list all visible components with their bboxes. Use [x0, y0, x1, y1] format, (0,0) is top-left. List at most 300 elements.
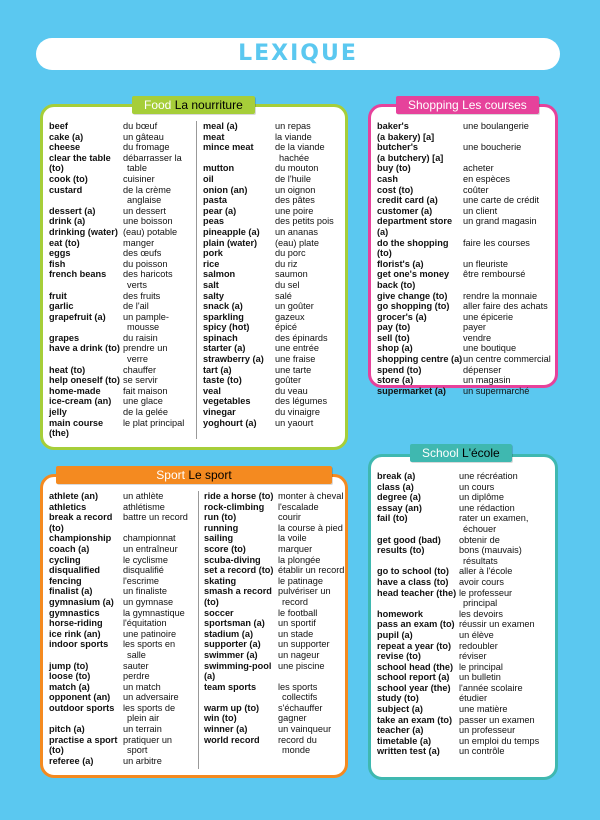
french-translation: des petits pois: [275, 216, 334, 227]
french-translation: un magasin: [463, 375, 511, 386]
french-translation: aller à l'école: [459, 566, 513, 577]
vocab-entry: [49, 650, 197, 661]
english-term: florist's (a): [377, 258, 424, 269]
vocab-entry: [49, 174, 195, 185]
vocab-entry: [377, 216, 553, 237]
vocab-entry: [203, 142, 343, 153]
vocab-entry: [49, 671, 197, 682]
vocab-entry: [49, 533, 197, 544]
vocab-entry: [204, 724, 346, 735]
vocab-entry: [204, 523, 346, 534]
english-term: school year (the): [377, 682, 451, 693]
vocab-entry: [377, 333, 553, 344]
english-term: break a record (to): [49, 512, 113, 533]
french-translation: monde: [282, 745, 311, 756]
food-tag-en: Food: [144, 98, 172, 112]
english-term: scuba-diving: [204, 554, 261, 565]
french-translation: échouer: [463, 523, 497, 534]
english-term: drinking (water): [49, 226, 118, 237]
school-section: [368, 454, 558, 780]
french-translation: acheter: [463, 163, 494, 174]
french-translation: épicé: [275, 322, 297, 333]
french-translation: une entrée: [275, 343, 319, 354]
french-translation: débarrasser la: [123, 152, 182, 163]
vocab-entry: [377, 715, 553, 726]
english-term: [377, 598, 459, 609]
french-translation: [463, 280, 553, 291]
french-translation: de la crème: [123, 184, 172, 195]
french-translation: une matière: [459, 704, 508, 715]
vocab-entry: [203, 132, 343, 143]
english-term: head teacher (the): [377, 587, 457, 598]
english-term: degree (a): [377, 492, 421, 503]
english-term: [377, 524, 459, 535]
french-translation: une boulangerie: [463, 121, 529, 131]
vocab-entry: [377, 545, 553, 556]
english-term: sailing: [204, 533, 234, 544]
vocab-entry: [49, 576, 197, 587]
english-term: [49, 713, 123, 724]
french-translation: des légumes: [275, 396, 328, 407]
vocab-entry: [203, 163, 343, 174]
vocab-entry: [49, 386, 195, 397]
french-translation: la plongée: [278, 554, 321, 565]
school-tag: [410, 444, 512, 462]
english-term: eat (to): [49, 237, 80, 248]
vocab-entry: [204, 639, 346, 650]
english-term: rice: [203, 258, 220, 269]
english-term: help oneself (to): [49, 375, 120, 386]
vocab-entry: [203, 174, 343, 185]
french-translation: un sportif: [278, 618, 316, 629]
french-translation: faire les courses: [463, 237, 530, 248]
vocab-entry: [204, 576, 346, 587]
french-translation: un athlète: [123, 491, 164, 501]
french-translation: (eau) plate: [275, 237, 319, 248]
english-term: sparkling: [203, 311, 244, 322]
vocab-entry: [204, 555, 346, 566]
vocab-entry: [377, 524, 553, 535]
french-translation: table: [127, 163, 147, 174]
english-term: school report (a): [377, 672, 450, 683]
french-translation: un élève: [459, 629, 494, 640]
french-translation: aller faire des achats: [463, 301, 548, 312]
english-term: revise (to): [377, 651, 421, 662]
french-translation: un finaliste: [123, 586, 167, 597]
english-term: score (to): [204, 543, 246, 554]
french-translation: les sports de: [123, 702, 176, 713]
vocab-entry: [49, 597, 197, 608]
vocab-entry: [377, 566, 553, 577]
french-translation: du poisson: [123, 258, 168, 269]
english-term: championship: [49, 533, 112, 544]
vocab-entry: [377, 630, 553, 641]
english-term: subject (a): [377, 704, 423, 715]
vocab-entry: [203, 354, 343, 365]
french-translation: pratiquer un: [123, 734, 173, 745]
french-translation: un diplôme: [459, 492, 504, 503]
french-translation: un pample-: [123, 311, 169, 322]
vocab-entry: [203, 333, 343, 344]
vocab-entry: [377, 492, 553, 503]
french-translation: des fruits: [123, 290, 161, 301]
english-term: [377, 556, 459, 567]
french-translation: le cyclisme: [123, 554, 168, 565]
vocab-entry: [377, 736, 553, 747]
french-translation: un goûter: [275, 301, 314, 312]
french-translation: une patinoire: [123, 628, 177, 639]
english-term: back (to): [377, 279, 416, 290]
vocab-entry: [204, 671, 346, 682]
english-term: home-made: [49, 385, 101, 396]
vocab-entry: [49, 322, 195, 333]
french-translation: un centre commercial: [463, 354, 551, 365]
vocab-entry: [204, 692, 346, 703]
english-term: homework: [377, 608, 423, 619]
vocab-entry: [377, 174, 553, 185]
sport-tag: [56, 466, 332, 484]
vocab-entry: [377, 651, 553, 662]
english-term: salty: [203, 290, 224, 301]
vocab-entry: [203, 301, 343, 312]
vocab-entry: [203, 322, 343, 333]
sport-tag-en: Sport: [156, 468, 185, 482]
english-term: sell (to): [377, 332, 410, 343]
vocab-entry: [49, 248, 195, 259]
vocab-entry: [377, 206, 553, 217]
english-term: fencing: [49, 575, 82, 586]
english-term: written test (a): [377, 746, 440, 757]
english-term: garlic: [49, 301, 74, 312]
vocab-entry: [49, 142, 195, 153]
english-term: pineapple (a): [203, 226, 260, 237]
french-translation: championnat: [123, 533, 176, 544]
french-translation: gazeux: [275, 311, 305, 322]
vocab-entry: [377, 375, 553, 386]
vocab-entry: [49, 745, 197, 756]
french-translation: un bulletin: [459, 672, 501, 683]
english-term: fish: [49, 258, 66, 269]
vocab-entry: [203, 206, 343, 217]
french-translation: des haricots: [123, 269, 173, 280]
vocab-entry: [377, 121, 553, 132]
vocab-entry: [204, 544, 346, 555]
food-divider: [196, 121, 197, 439]
english-term: referee (a): [49, 755, 94, 766]
english-term: clear the table: [49, 152, 111, 163]
english-term: veal: [203, 385, 221, 396]
english-term: match (a): [49, 681, 90, 692]
french-translation: un gâteau: [123, 131, 164, 142]
english-term: athlete (an): [49, 491, 99, 501]
english-term: study (to): [377, 693, 419, 704]
english-term: (to): [49, 745, 64, 756]
english-term: grapefruit (a): [49, 311, 106, 322]
english-term: plain (water): [203, 237, 258, 248]
vocab-entry: [49, 343, 195, 354]
french-translation: un fleuriste: [463, 258, 508, 269]
food-column-1: [49, 121, 195, 439]
vocab-entry: [204, 608, 346, 619]
french-translation: disqualifié: [123, 565, 164, 576]
french-translation: une glace: [123, 396, 163, 407]
vocab-entry: [203, 121, 343, 132]
french-translation: un adversaire: [123, 692, 179, 703]
vocab-entry: [49, 565, 197, 576]
vocab-entry: [49, 301, 195, 312]
french-translation: une piscine: [278, 660, 325, 671]
english-term: onion (an): [203, 184, 248, 195]
english-term: world record: [204, 734, 260, 745]
english-term: give change (to): [377, 290, 448, 301]
vocab-entry: [377, 641, 553, 652]
vocab-entry: [377, 609, 553, 620]
vocab-entry: [377, 535, 553, 546]
french-translation: du sel: [275, 279, 300, 290]
english-term: do the shopping (to): [377, 237, 449, 259]
school-column: [377, 471, 553, 757]
french-translation: être remboursé: [463, 269, 526, 280]
french-translation: passer un examen: [459, 714, 535, 725]
vocab-entry: [49, 713, 197, 724]
vocab-entry: [204, 618, 346, 629]
french-translation: une boucherie: [463, 142, 522, 153]
vocab-entry: [377, 354, 553, 365]
english-term: have a drink (to): [49, 343, 120, 354]
french-translation: du riz: [275, 258, 298, 269]
english-term: oil: [203, 173, 214, 184]
english-term: gymnasium (a): [49, 596, 114, 607]
vocab-entry: [203, 407, 343, 418]
french-translation: de la viande: [275, 142, 325, 153]
french-translation: un terrain: [123, 724, 162, 735]
english-term: beef: [49, 121, 68, 131]
english-term: [204, 692, 278, 703]
english-term: meat: [203, 131, 225, 142]
french-translation: un contrôle: [459, 746, 505, 757]
english-term: team sports: [204, 681, 257, 692]
vocab-entry: [49, 724, 197, 735]
french-translation: des œufs: [123, 248, 162, 259]
french-translation: de la gelée: [123, 407, 168, 418]
french-translation: vendre: [463, 332, 492, 343]
french-translation: du porc: [275, 248, 306, 259]
french-translation: verts: [127, 279, 147, 290]
french-translation: des pâtes: [275, 195, 315, 206]
french-translation: rater un examen,: [459, 513, 529, 524]
vocab-entry: [49, 291, 195, 302]
french-translation: le professeur: [459, 587, 513, 598]
french-translation: un supporter: [278, 639, 330, 650]
english-term: buy (to): [377, 163, 411, 174]
shopping-column: [377, 121, 553, 396]
french-translation: le plat principal: [123, 417, 185, 428]
french-translation: salé: [275, 290, 292, 301]
french-translation: un professeur: [459, 725, 516, 736]
english-term: go to school (to): [377, 566, 449, 577]
english-term: [49, 280, 123, 291]
french-translation: perdre: [123, 671, 150, 682]
english-term: swimmer (a): [204, 649, 258, 660]
vocab-entry: [49, 153, 195, 164]
sport-column-1: [49, 491, 197, 766]
vocab-entry: [49, 618, 197, 629]
french-translation: du vinaigre: [275, 407, 320, 418]
vocab-entry: [203, 195, 343, 206]
english-term: break (a): [377, 471, 416, 481]
french-translation: courir: [278, 512, 301, 523]
vocab-entry: [49, 756, 197, 767]
vocab-entry: [377, 386, 553, 397]
vocab-entry: [49, 396, 195, 407]
french-translation: battre un record: [123, 512, 188, 523]
shopping-tag-fr: Les courses: [462, 98, 527, 112]
vocab-entry: [377, 577, 553, 588]
english-term: dessert (a): [49, 205, 96, 216]
english-term: pay (to): [377, 322, 411, 333]
french-translation: la course à pied: [278, 522, 343, 533]
vocab-entry: [377, 195, 553, 206]
english-term: starter (a): [203, 343, 246, 354]
french-translation: un oignon: [275, 184, 316, 195]
vocab-entry: [203, 238, 343, 249]
vocab-entry: [203, 216, 343, 227]
french-translation: résultats: [463, 555, 498, 566]
french-translation: un vainqueur: [278, 724, 332, 735]
vocab-entry: [49, 555, 197, 566]
vocab-entry: [49, 121, 195, 132]
french-translation: obtenir de: [459, 534, 500, 545]
french-translation: l'escrime: [123, 575, 159, 586]
vocab-entry: [203, 280, 343, 291]
french-translation: principal: [463, 598, 498, 609]
english-term: cheese: [49, 142, 81, 153]
english-term: supermarket (a): [377, 385, 446, 396]
french-translation: une tarte: [275, 364, 312, 375]
french-translation: du raisin: [123, 332, 158, 343]
english-term: stadium (a): [204, 628, 254, 639]
english-term: pupil (a): [377, 629, 413, 640]
french-translation: une boisson: [123, 216, 173, 227]
french-translation: une fraise: [275, 354, 316, 365]
english-term: indoor sports: [49, 639, 109, 650]
vocab-entry: [377, 513, 553, 524]
english-term: winner (a): [204, 724, 248, 735]
english-term: cost (to): [377, 184, 414, 195]
french-translation: bons (mauvais): [459, 545, 522, 556]
french-translation: établir un record: [278, 565, 345, 576]
english-term: mutton: [203, 163, 235, 174]
french-translation: sauter: [123, 660, 149, 671]
vocab-entry: [49, 354, 195, 365]
french-translation: (eau) potable: [123, 226, 178, 237]
vocab-entry: [377, 322, 553, 333]
english-term: salt: [203, 279, 219, 290]
vocab-entry: [49, 502, 197, 513]
french-translation: se servir: [123, 375, 158, 386]
english-term: skating: [204, 575, 237, 586]
food-column-2: [203, 121, 343, 428]
vocab-entry: [49, 238, 195, 249]
french-translation: [463, 153, 553, 164]
english-term: class (a): [377, 481, 414, 492]
english-term: meal (a): [203, 121, 238, 131]
school-tag-fr: L'école: [462, 446, 500, 460]
french-translation: la gymnastique: [123, 607, 185, 618]
french-translation: gagner: [278, 713, 307, 724]
vocab-entry: [49, 227, 195, 238]
sport-divider: [198, 491, 199, 769]
english-term: (a): [204, 671, 216, 682]
vocab-entry: [377, 163, 553, 174]
french-translation: de l'huile: [275, 173, 311, 184]
french-translation: du fromage: [123, 142, 170, 153]
french-translation: une rédaction: [459, 502, 515, 513]
english-term: spend (to): [377, 364, 422, 375]
vocab-entry: [377, 280, 553, 291]
english-term: repeat a year (to): [377, 640, 452, 651]
french-translation: fait maison: [123, 385, 168, 396]
vocab-entry: [377, 153, 553, 164]
vocab-entry: [203, 312, 343, 323]
french-translation: la viande: [275, 131, 312, 142]
french-translation: un client: [463, 205, 498, 216]
french-translation: un cours: [459, 481, 495, 492]
french-translation: s'échauffer: [278, 702, 323, 713]
french-translation: un yaourt: [275, 417, 314, 428]
french-translation: marquer: [278, 543, 313, 554]
english-term: swimming-pool: [204, 660, 272, 671]
english-term: set a record (to): [204, 565, 274, 576]
french-translation: du veau: [275, 385, 308, 396]
english-term: jelly: [49, 407, 67, 418]
english-term: (to): [204, 596, 219, 607]
english-term: (to): [49, 163, 64, 174]
vocab-entry: [204, 597, 346, 608]
vocab-entry: [49, 206, 195, 217]
vocab-entry: [377, 471, 553, 482]
food-tag-fr: La nourriture: [174, 98, 243, 112]
english-term: cycling: [49, 554, 81, 565]
vocab-entry: [204, 650, 346, 661]
french-translation: un repas: [275, 121, 311, 131]
vocab-entry: [204, 745, 346, 756]
english-term: athletics: [49, 501, 87, 512]
french-translation: du bœuf: [123, 121, 158, 131]
vocab-entry: [203, 396, 343, 407]
vocab-entry: [204, 661, 346, 672]
english-term: win (to): [204, 713, 237, 724]
french-translation: du mouton: [275, 163, 319, 174]
vocab-entry: [204, 703, 346, 714]
english-term: customer (a): [377, 205, 433, 216]
vocab-entry: [49, 418, 195, 439]
english-term: warm up (to): [204, 702, 260, 713]
french-translation: réussir un examen: [459, 619, 535, 630]
vocab-entry: [204, 713, 346, 724]
vocab-entry: [377, 259, 553, 270]
french-translation: saumon: [275, 269, 308, 280]
french-translation: payer: [463, 322, 486, 333]
vocab-entry: [377, 588, 553, 599]
vocab-entry: [377, 312, 553, 323]
sport-section: [40, 474, 348, 778]
french-translation: un ananas: [275, 226, 318, 237]
english-term: [49, 195, 123, 206]
english-term: jump (to): [49, 660, 89, 671]
french-translation: un entraîneur: [123, 543, 178, 554]
french-translation: monter à cheval: [278, 491, 344, 501]
